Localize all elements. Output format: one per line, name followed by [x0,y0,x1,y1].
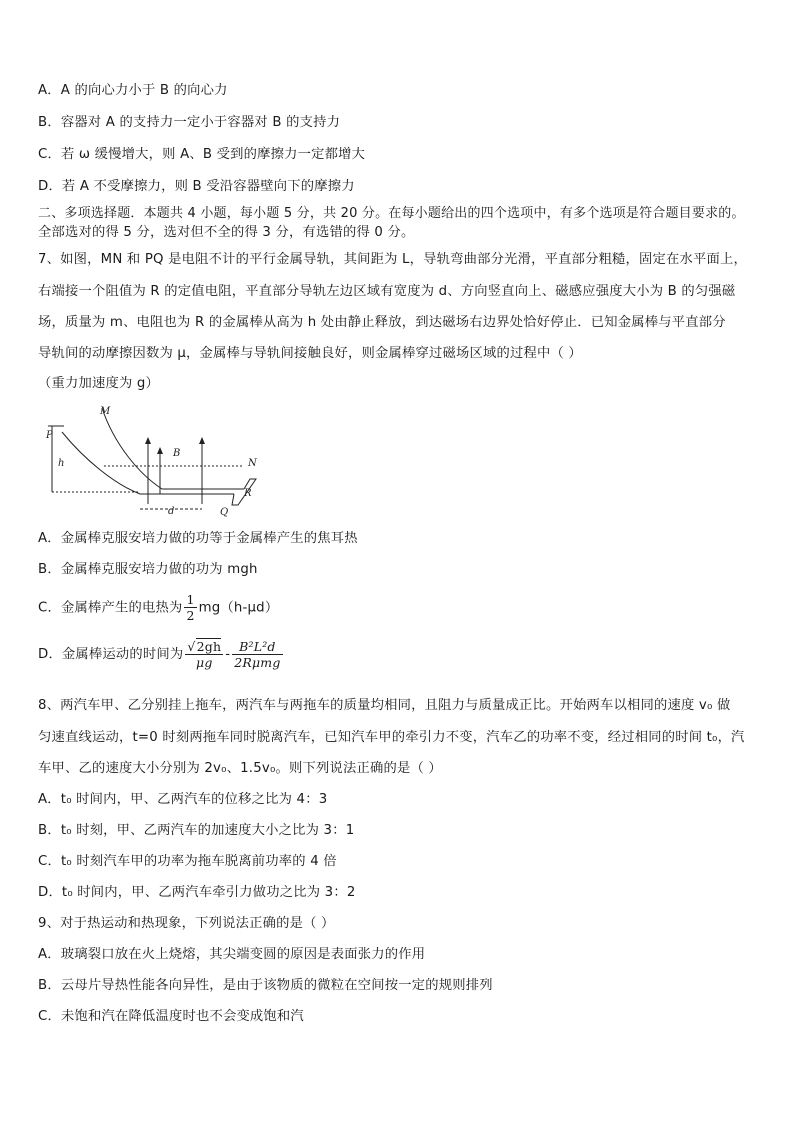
q8-stem-line2: 匀速直线运动，t=0 时刻两拖车同时脱离汽车，已知汽车甲的牵引力不变，汽车乙的功率不变，经过相同的时间 t₀，汽 [38,730,745,745]
q8-option-a: A．t₀ 时间内，甲、乙两汽车的位移之比为 4：3 [38,792,328,807]
fraction-sqrt [185,639,223,670]
q8-option-b: B．t₀ 时刻，甲、乙两汽车的加速度大小之比为 3：1 [38,823,355,838]
q7-stem-line1: 7、如图，MN 和 PQ 是电阻不计的平行金属导轨，其间距为 L，导轨弯曲部分光滑，平直部分粗糙，固定在水平面上， [38,252,748,267]
q7-option-c-prefix: C．金属棒产生的电热为 [38,600,183,616]
q7-stem-line3: 场，质量为 m、电阻也为 R 的金属棒从高为 h 处由静止释放，到达磁场右边界处恰好停止．已知金属棒与平直部分 [38,315,726,330]
q8-stem-line1: 8、两汽车甲、乙分别挂上拖车，两汽车与两拖车的质量均相同，且阻力与质量成正比。开始两车以相同的速度 v₀ 做 [38,698,731,713]
label-q: Q [220,507,229,518]
section2-scoring: 全部选对的得 5 分，选对但不全的得 3 分，有选错的得 0 分。 [38,225,415,240]
fraction-half [184,592,196,623]
q7-option-a: A．金属棒克服安培力做的功等于金属棒产生的焦耳热 [38,531,358,546]
q6-option-d: D．若 A 不受摩擦力，则 B 受沿容器壁向下的摩擦力 [38,179,355,194]
q7-option-d-prefix: D．金属棒运动的时间为 [38,647,184,662]
q7-option-d [38,638,285,672]
label-m: M [100,406,111,417]
frac-num-b2l2d: B²L²d [232,639,282,655]
frac-den-mu-g: μg [196,654,213,670]
q7-stem-line2: 右端接一个阻值为 R 的定值电阻，平直部分导轨左边区域有宽度为 d、方向竖直向上、磁感应强度大小为 B 的匀强磁 [38,284,736,299]
q8-stem-line3: 车甲、乙的速度大小分别为 2v₀、1.5v₀。则下列说法正确的是（ ） [38,761,442,776]
q9-stem: 9、对于热运动和热现象，下列说法正确的是（ ） [38,916,335,931]
frac-num: 1 [186,592,195,607]
label-r: R [244,488,252,499]
fraction-b2l2d [232,639,282,670]
q6-option-c: C．若 ω 缓慢增大，则 A、B 受到的摩擦力一定都增大 [38,147,366,162]
q7-option-c [38,592,278,624]
q7-rail-figure [44,404,269,519]
label-d: d [168,506,175,517]
q9-option-c: C．未饱和汽在降低温度时也不会变成饱和汽 [38,1009,304,1024]
label-n: N [248,458,257,469]
q8-option-d: D．t₀ 时间内，甲、乙两汽车牵引力做功之比为 3：2 [38,885,356,900]
q7-note: （重力加速度为 g） [38,376,160,391]
minus-sign: - [225,647,231,662]
q6-option-a: A．A 的向心力小于 B 的向心力 [38,83,228,98]
frac-den-2rmumg: 2Rμmg [234,654,281,670]
q7-option-b: B．金属棒克服安培力做的功为 mgh [38,562,258,577]
field-arrow-3 [199,437,205,444]
frac-den: 2 [186,608,195,623]
section2-heading: 二、多项选择题．本题共 4 小题，每小题 5 分，共 20 分。在每小题给出的四个选项中，有多个选项是符合题目要求的。 [38,206,745,221]
frac-num-sqrt: √2gh [187,638,222,654]
q7-stem-line4: 导轨间的动摩擦因数为 μ，金属棒与导轨间接触良好，则金属棒穿过磁场区域的过程中（ ） [38,346,582,361]
label-h: h [58,458,65,469]
label-p: P [46,430,53,441]
q8-option-c: C．t₀ 时刻汽车甲的功率为拖车脱离前功率的 4 倍 [38,854,337,869]
q7-option-c-suffix: mg（h-μd） [198,600,279,616]
q6-option-b: B．容器对 A 的支持力一定小于容器对 B 的支持力 [38,115,341,130]
label-b: B [173,448,181,459]
field-arrow-1 [145,437,151,444]
field-arrow-2 [157,447,163,454]
q9-option-b: B．云母片导热性能各向异性，是由于该物质的微粒在空间按一定的规则排列 [38,978,493,993]
q9-option-a: A．玻璃裂口放在火上烧熔，其尖端变圆的原因是表面张力的作用 [38,947,426,962]
sqrt-radicand: 2gh [196,638,222,654]
